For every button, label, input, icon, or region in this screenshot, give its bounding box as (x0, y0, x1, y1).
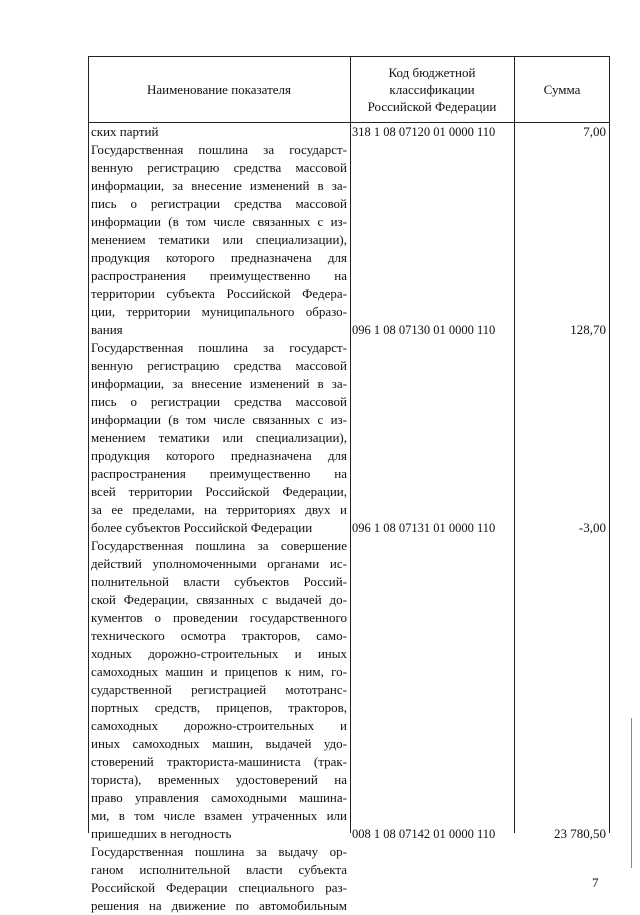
indicator-text-line: информации, за внесение изменений в за- (91, 178, 347, 193)
indicator-text-line: стоверений тракториста-машиниста (трак- (91, 754, 347, 769)
indicator-text-line: ходных дорожно-строительных и иных (91, 646, 347, 661)
indicator-text-line: распространения преимущественно на (91, 466, 347, 481)
budget-code-cell: 008 1 08 07142 01 0000 110 (352, 827, 496, 841)
sum-cell: 23 780,50 (554, 826, 606, 841)
table-right-border (609, 56, 610, 833)
indicator-text-line: распространения преимущественно на (91, 268, 347, 283)
indicator-text-line: иных самоходных машин, выдачей удо- (91, 736, 347, 751)
indicator-text-line: полнительной власти субъектов Россий- (91, 574, 347, 589)
indicator-text-line: право управления самоходными машина- (91, 790, 347, 805)
indicator-text-line: вания (91, 322, 123, 337)
indicator-text-line: ской Федерации, связанных с выдачей до- (91, 592, 347, 607)
indicator-text-line: Российской Федерации специального раз- (91, 880, 347, 895)
indicator-text-line: Государственная пошлина за выдачу ор- (91, 844, 347, 859)
budget-table (88, 56, 610, 913)
sum-cell: 128,70 (570, 322, 606, 337)
indicator-text-line: менением тематики или специализации), (91, 430, 347, 445)
indicator-text-line: ции, территории муниципального образо- (91, 304, 347, 319)
header-indicator-name: Наименование показателя (146, 81, 292, 97)
indicator-text-line: самоходных машин и прицепов к ним, го- (91, 664, 347, 679)
indicator-text-line: портных средств, прицепов, тракторов, (91, 700, 347, 715)
indicator-text-line: ганом исполнительной власти субъекта (91, 862, 347, 877)
column-divider-name-code (350, 56, 351, 833)
indicator-text-line: пришедших в негодность (91, 826, 232, 841)
indicator-text-line: Государственная пошлина за государст- (91, 142, 347, 157)
indicator-text-line: венную регистрацию средства массовой (91, 160, 347, 175)
indicator-text-line: Государственная пошлина за совершение (91, 538, 347, 553)
indicator-text-line: более субъектов Российской Федерации (91, 520, 313, 535)
column-divider-code-sum (514, 56, 515, 833)
sum-cell: -3,00 (578, 520, 606, 535)
budget-code-cell: 096 1 08 07130 01 0000 110 (352, 323, 496, 337)
indicator-text-line: продукция которого предназначена для (91, 250, 347, 265)
table-top-border (88, 56, 610, 57)
indicator-text-line: всей территории Российской Федерации, (91, 484, 347, 499)
indicator-text-line: сударственной регистрацией мототранс- (91, 682, 347, 697)
indicator-text-line: венную регистрацию средства массовой (91, 358, 347, 373)
header-budget-code: Код бюджетной классификации Российской Федерации (367, 64, 497, 114)
indicator-text-line: продукция которого предназначена для (91, 448, 347, 463)
indicator-text-line: решения на движение по автомобильным (91, 898, 347, 913)
sum-cell: 7,00 (583, 124, 606, 139)
indicator-text-line: действий уполномоченными органами ис- (91, 556, 347, 571)
header-sum: Сумма (543, 81, 581, 97)
budget-code-cell: 318 1 08 07120 01 0000 110 (352, 125, 496, 139)
indicator-text-line: информации (в том числе связанных с из- (91, 214, 347, 229)
indicator-text-line: ториста), временных удостоверений на (91, 772, 347, 787)
page-number: 7 (592, 875, 599, 890)
indicator-text-line: ских партий (91, 124, 159, 139)
indicator-text-line: информации, за внесение изменений в за- (91, 376, 347, 391)
indicator-text-line: пись о регистрации средства массовой (91, 394, 347, 409)
indicator-text-line: за ее пределами, на территориях двух и (91, 502, 347, 517)
indicator-text-line: территории субъекта Российской Федера- (91, 286, 347, 301)
scan-edge-mark (631, 718, 632, 868)
budget-code-cell: 096 1 08 07131 01 0000 110 (352, 521, 496, 535)
indicator-text-line: менением тематики или специализации), (91, 232, 347, 247)
indicator-text-line: информации (в том числе связанных с из- (91, 412, 347, 427)
indicator-text-line: Государственная пошлина за государст- (91, 340, 347, 355)
indicator-text-line: технического осмотра тракторов, само- (91, 628, 347, 643)
table-left-border (88, 56, 89, 833)
indicator-text-line: кументов о проведении государственного (91, 610, 347, 625)
indicator-text-line: самоходных дорожно-строительных и (91, 718, 347, 733)
indicator-text-line: ми, в том числе взамен утраченных или (91, 808, 347, 823)
indicator-text-line: пись о регистрации средства массовой (91, 196, 347, 211)
